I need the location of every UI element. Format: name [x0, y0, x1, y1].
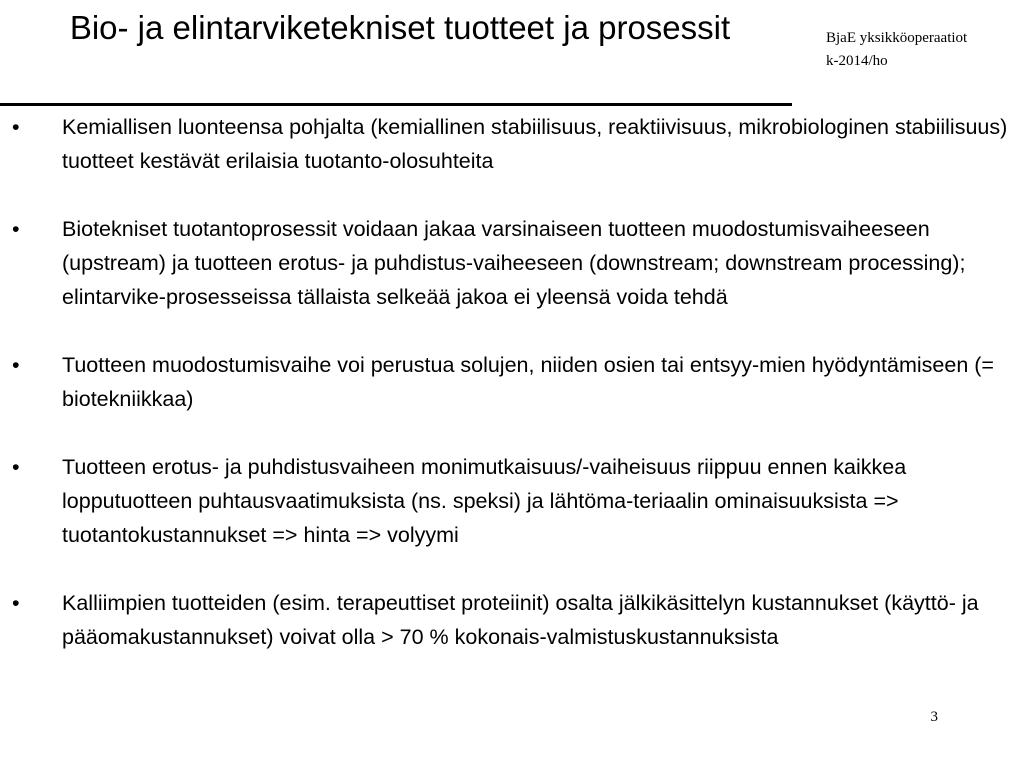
bullet-icon: •	[12, 353, 20, 377]
bullet-icon: •	[12, 455, 20, 479]
title-underline	[0, 103, 792, 106]
bullet-item-5	[0, 586, 1024, 654]
bullet-text: Tuotteen muodostumisvaihe voi perustua solujen, niiden osien tai entsyy-mien hyödyntämiseen (= biotekniikkaa)	[62, 353, 994, 411]
bullet-item-1	[0, 110, 1024, 178]
bullet-text: Biotekniset tuotantoprosessit voidaan jakaa varsinaiseen tuotteen muodostumisvaiheeseen (upstream) ja tuotteen erotus- ja puhdistus-vaiheeseen (downstream; downstream processing); elintarvike-prosesseissa tällaista selkeää jakoa ei yleensä voida tehdä	[62, 217, 966, 309]
corner-note-line-1: BjaE yksikköoperaatiot	[826, 30, 968, 46]
bullet-icon: •	[12, 217, 20, 241]
bullet-item-4	[0, 450, 1024, 552]
bullet-text: Kemiallisen luonteensa pohjalta (kemiallinen stabiilisuus, reaktiivisuus, mikrobiologinen stabiilisuus) tuotteet kestävät erilaisia tuotanto-olosuhteita	[62, 115, 1008, 173]
bullet-text: Tuotteen erotus- ja puhdistusvaiheen monimutkaisuus/-vaiheisuus riippuu ennen kaikkea lopputuotteen puhtausvaatimuksista (ns. speksi) ja lähtöma-teriaalin ominaisuuksista => tuotantokustannukset => hinta => volyymi	[62, 455, 907, 547]
bullet-item-2	[0, 212, 1024, 314]
corner-note-line-2: k-2014/ho	[826, 53, 888, 69]
slide-title: Bio- ja elintarviketekniset tuotteet ja prosessit	[69, 9, 731, 46]
bullet-list	[0, 110, 1024, 688]
corner-note	[826, 27, 1022, 73]
bullet-icon: •	[12, 591, 20, 615]
bullet-text: Kalliimpien tuotteiden (esim. terapeuttiset proteiinit) osalta jälkikäsittelyn kustannukset (käyttö- ja pääomakustannukset) voivat olla > 70 % kokonais-valmistuskustannuksista	[62, 591, 979, 649]
bullet-icon: •	[12, 115, 20, 139]
page-number: 3	[930, 709, 938, 725]
bullet-item-3	[0, 348, 1024, 416]
